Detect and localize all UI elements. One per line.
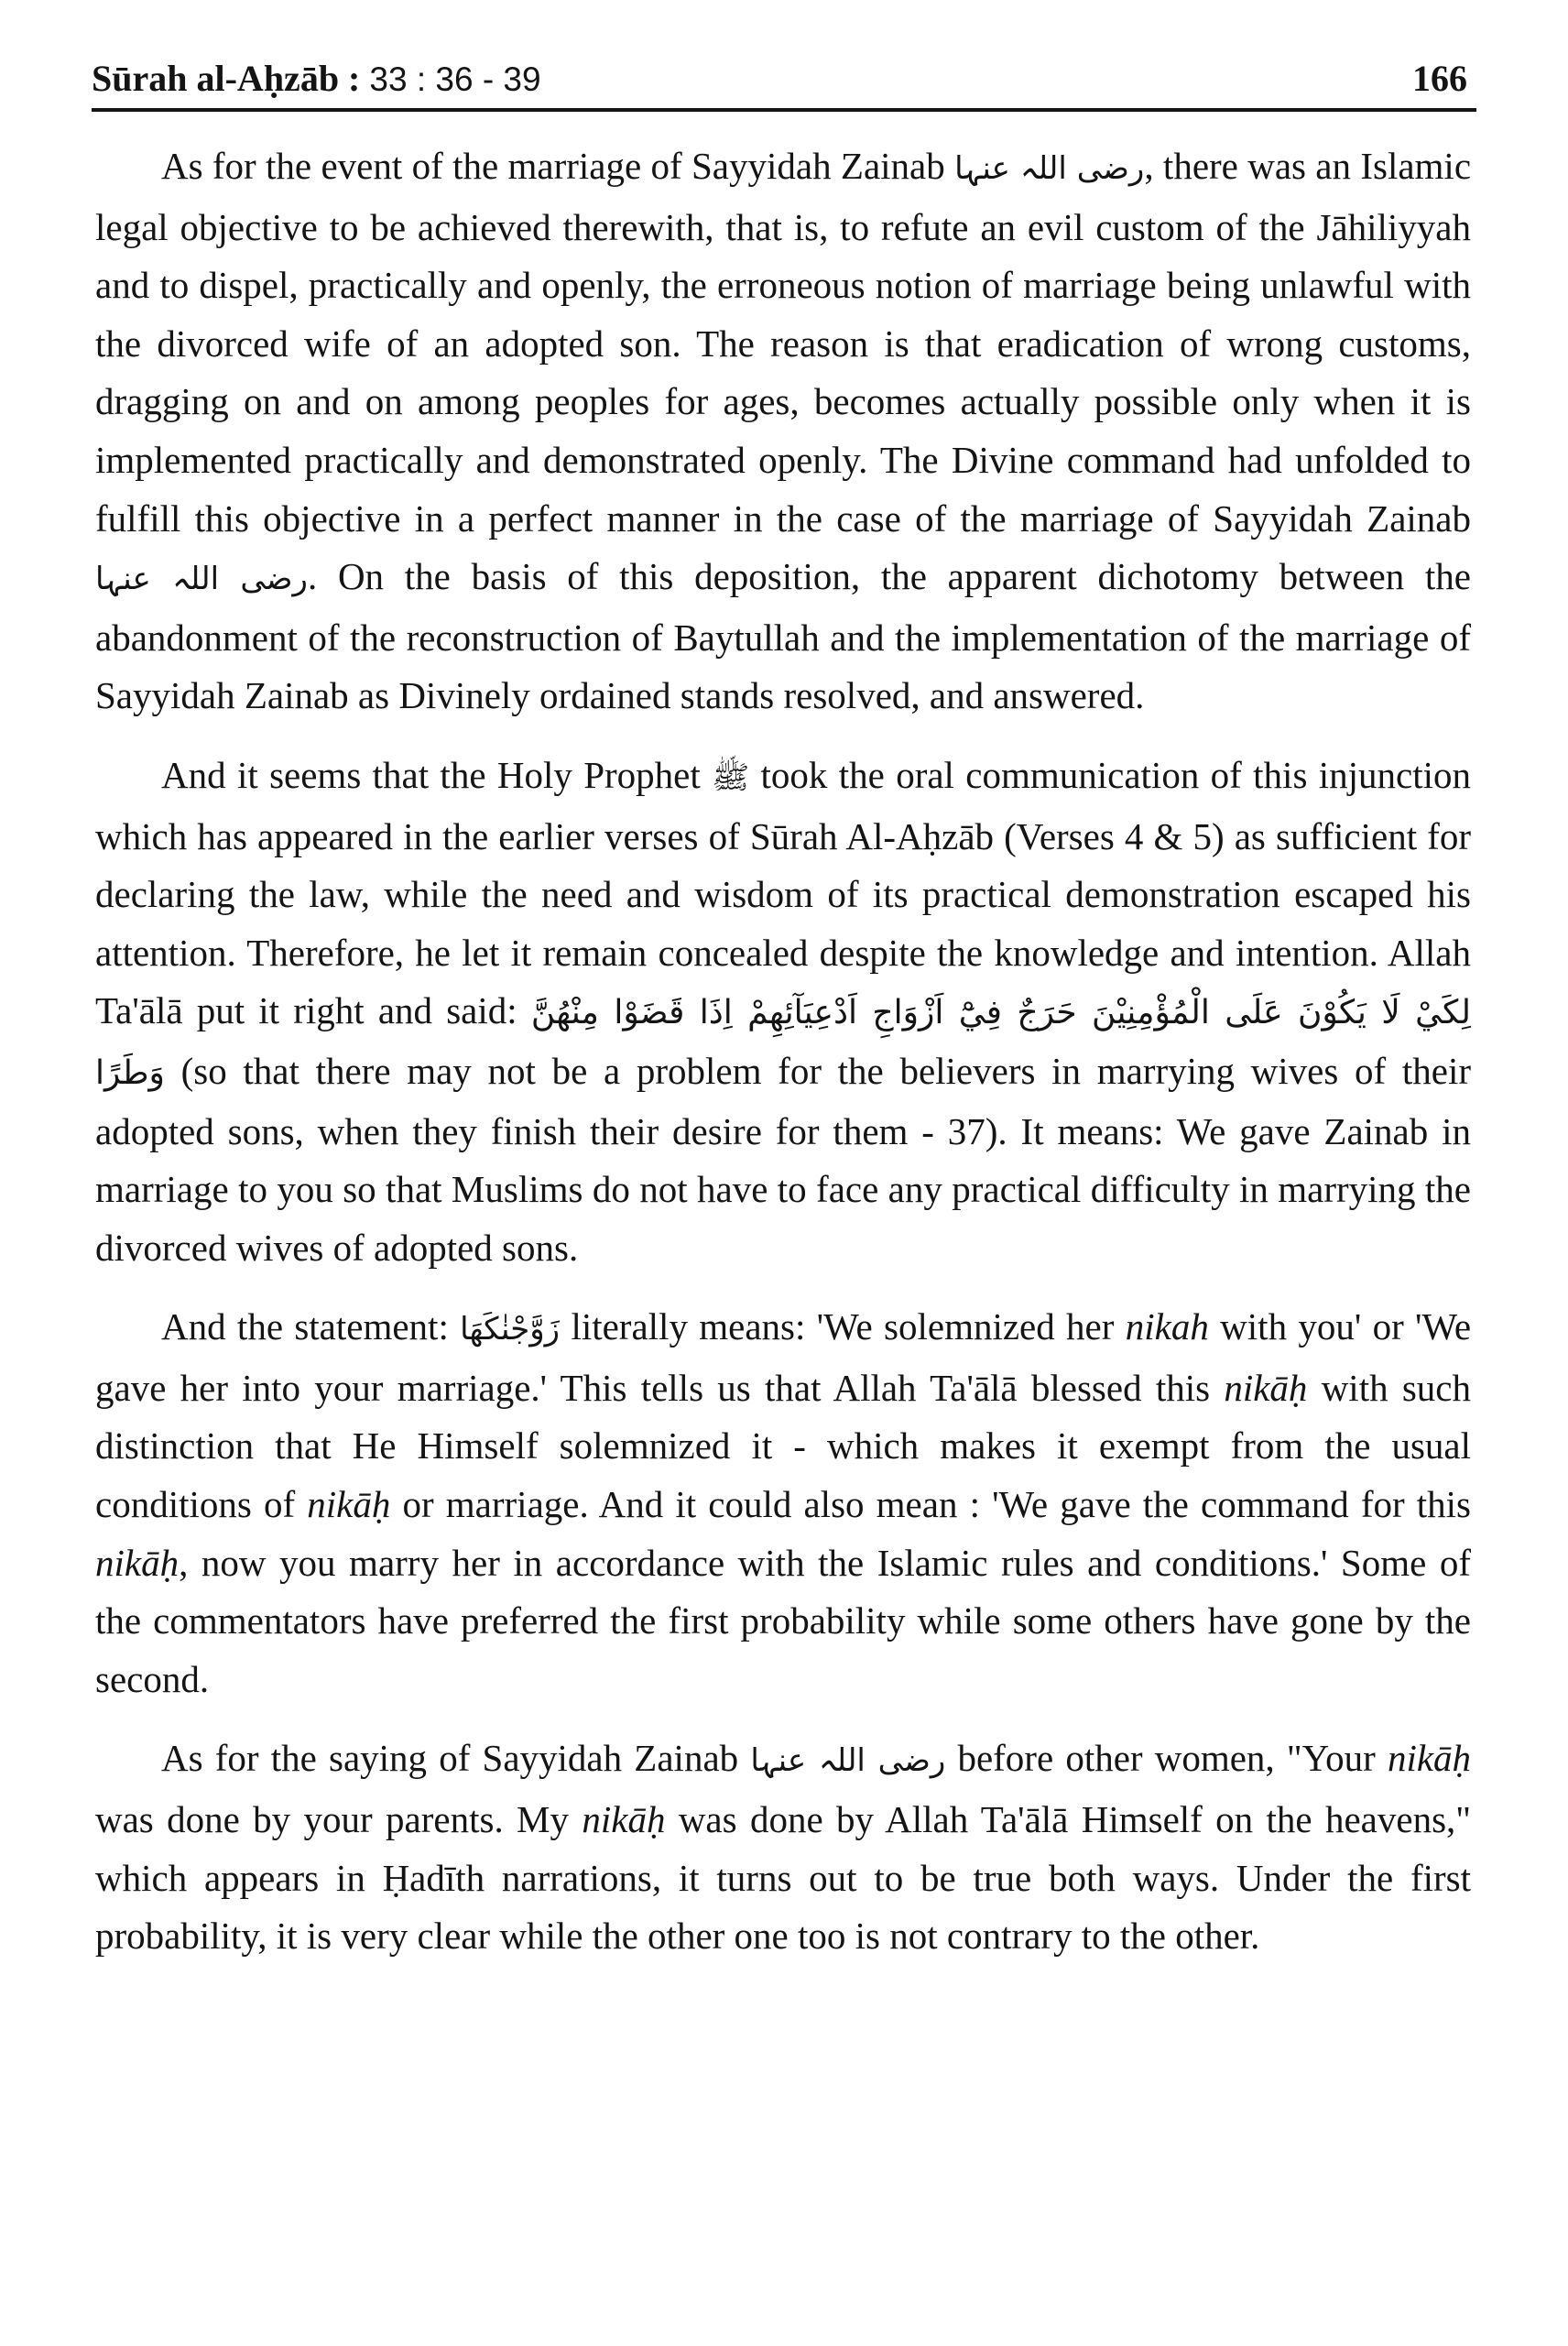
p1-text-a: As for the event of the marriage of Sayyidah Zainab	[161, 145, 945, 187]
arabic-honorific: رضی اللہ عنہا	[95, 561, 308, 598]
nikah-term: nikah	[1125, 1305, 1209, 1348]
p3-text-c: with you' or 'We gave her into your marriage.' This tells us that Allah Ta'ālā blessed this	[95, 1305, 1472, 1409]
body-text	[95, 137, 1471, 1966]
arabic-verse: لِكَيْ لَا يَكُوْنَ عَلَى الْمُؤْمِنِيْنَ حَرَجٌ فِيْٓ اَزْوَاجِ اَدْعِيَآئِهِمْ اِذَا قَضَوْا مِنْهُنَّ وَطَرًا	[95, 994, 1472, 1092]
arabic-honorific: رضی اللہ عنہا	[954, 150, 1145, 187]
arabic-honorific: رضی اللہ عنہا	[750, 1742, 946, 1780]
running-title	[92, 53, 541, 105]
p1-text-c: . On the basis of this deposition, the apparent dichotomy between the abandonment of the reconstruction of Baytullah and the implementation of the marriage of Sayyidah Zainab as Divinely ordained stands resolved, and answered.	[95, 555, 1471, 717]
page-number: 166	[1412, 58, 1467, 99]
p2-text-b: took the oral communication of this injunction which has appeared in the earlier verses of Sūrah Al-Aḥzāb (Verses 4 & 5) as sufficient for declaring the law, while the need and wisdom of its practical demonstration escaped his attention. Therefore, he let it remain concealed despite the knowledge and intention. Allah Ta'ālā put it right and said:	[95, 753, 1472, 1032]
p1-text-b: , there was an Islamic legal objective to be achieved therewith, that is, to refute an evil custom of the Jāhiliyyah and to dispel, practically and openly, the erroneous notion of marriage being unlawful with the divorced wife of an adopted son. The reason is that eradication of wrong customs, dragging on and on among peoples for ages, becomes actually possible only when it is implemented practically and demonstrated openly. The Divine command had unfolded to fulfill this objective in a perfect manner in the case of the marriage of Sayyidah Zainab	[95, 145, 1472, 540]
p3-text-f: , now you marry her in accordance with the Islamic rules and conditions.' Some of the commentators have preferred the first probability while some others have gone by the second.	[95, 1541, 1471, 1700]
p4-text-b: before other women, "Your	[957, 1737, 1376, 1780]
p4-text-a: As for the saying of Sayyidah Zainab	[161, 1737, 739, 1780]
p3-text-e: or marriage. And it could also mean : 'We gave the command for this	[402, 1483, 1472, 1526]
p2-text-a: And it seems that the Holy Prophet	[161, 753, 701, 796]
paragraph-3	[95, 1298, 1471, 1708]
p3-text-b: literally means: 'We solemnized her	[571, 1305, 1115, 1348]
arabic-word: زَوَّجْنٰكَهَا	[460, 1311, 561, 1348]
paragraph-1	[95, 137, 1471, 726]
nikah-term: nikāḥ	[307, 1483, 391, 1526]
salutation-glyph: ﷺ	[712, 758, 750, 796]
p4-text-c: was done by your parents. My	[95, 1798, 570, 1841]
nikah-term: nikāḥ	[95, 1541, 180, 1584]
p3-text-d: with such distinction that He Himself solemnized it - which makes it exempt from the usual conditions of	[95, 1366, 1472, 1526]
p2-text-c: (so that there may not be a problem for the believers in marrying wives of their adopted sons, when they finish their desire for them - 37). It means: We gave Zainab in marriage to you so that Muslims do not have to face any practical difficulty in marrying the divorced wives of adopted sons.	[95, 1049, 1472, 1269]
header-rule	[92, 108, 1476, 112]
nikah-term: nikāḥ	[1387, 1737, 1472, 1780]
p4-text-d: was done by Allah Ta'ālā Himself on the heavens," which appears in Ḥadīth narrations, it turns out to be true both ways. Under the first probability, it is very clear while the other one too is not contrary to the other.	[95, 1798, 1472, 1958]
p3-text-a: And the statement:	[161, 1305, 449, 1348]
paragraph-2	[95, 747, 1471, 1277]
surah-title: Sūrah al-Aḥzāb :	[92, 58, 361, 99]
paragraph-4	[95, 1729, 1471, 1965]
verse-reference: 33 : 36 - 39	[369, 60, 541, 98]
page-header	[92, 53, 1476, 104]
nikah-term: nikāḥ	[1224, 1366, 1308, 1409]
nikah-term: nikāḥ	[582, 1798, 666, 1841]
